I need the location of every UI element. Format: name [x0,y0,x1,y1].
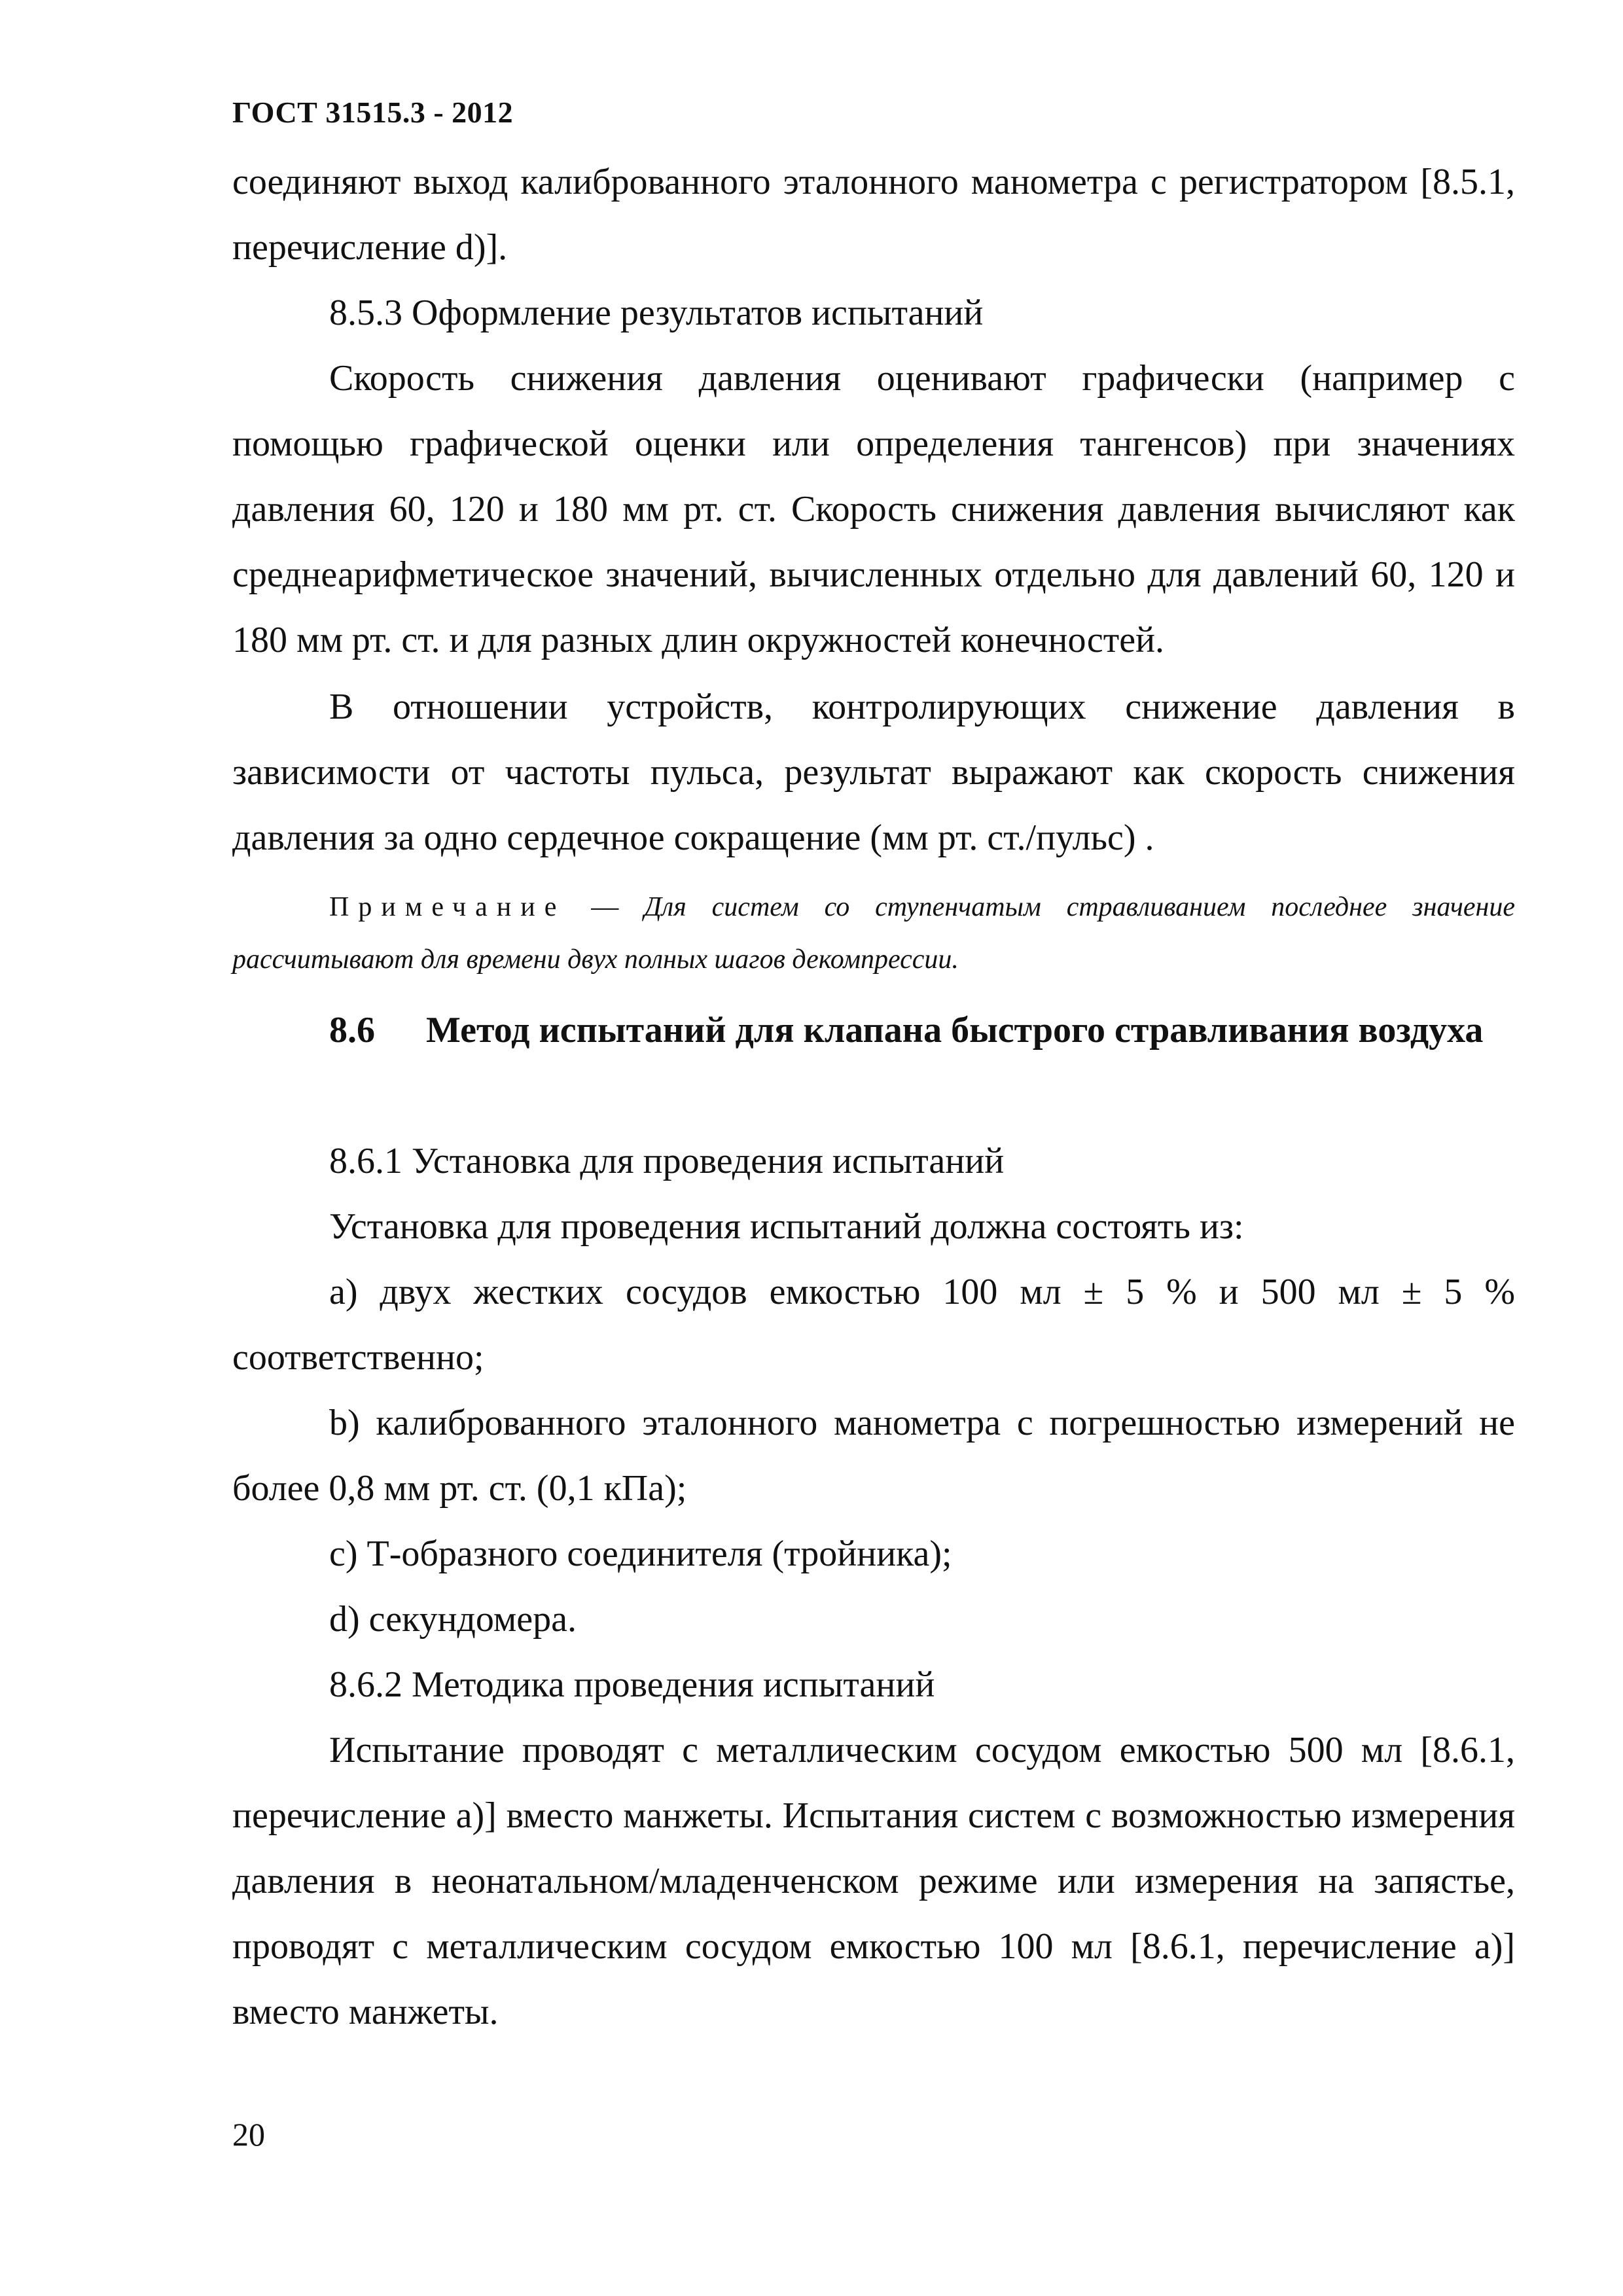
list-item-a: a) двух жестких сосудов емкостью 100 мл ± 5 % и 500 мл ± 5 % соответственно; [232,1272,1515,1378]
subsection-title-8-6-2: 8.6.2 Методика проведения испытаний [329,1664,935,1705]
section-title: Метод испытаний для клапана быстрого стравливания воздуха [426,1010,1484,1050]
paragraph-pressure-rate: Скорость снижения давления оценивают графически (например с помощью графической оценки или определения тангенсов) при значениях давления 60, 120 и 180 мм рт. ст. Скорость снижения давления вычисляют как среднеарифметическое значений, вычисленных отдельно для давлений 60, 120 и 180 мм рт. ст. и для разных длин окружностей конечностей. [232,358,1515,660]
list-item-d: d) секундомера. [329,1599,577,1640]
section-number: 8.6 [329,1010,375,1050]
note-label: Примечание [329,892,566,922]
paragraph-continuation: соединяют выход калиброванного эталонного манометра с регистратором [8.5.1, перечисление d)]. [232,162,1515,268]
note-body: Для систем со ступенчатым стравливанием последнее значение рассчитывают для времени двух полных шагов декомпрессии. [232,892,1516,975]
paragraph-test-procedure: Испытание проводят с металлическим сосудом емкостью 500 мл [8.6.1, перечисление а)] вместо манжеты. Испытания систем с возможностью измерения давления в неонатальном/младенченском режиме или измерения на запястье, проводят с металлическим сосудом емкостью 100 мл [8.6.1, перечисление а)] вместо манжеты. [232,1730,1515,2032]
list-item-c: c) Т-образного соединителя (тройника); [329,1534,952,1574]
note-dash: — [565,892,645,922]
paragraph-pulse-devices: В отношении устройств, контролирующих снижение давления в зависимости от частоты пульса, результат выражают как скорость снижения давления за одно сердечное сокращение (мм рт. ст./пульс) . [232,687,1515,858]
paragraph-setup-intro: Установка для проведения испытаний должна состоять из: [329,1206,1244,1247]
page-number: 20 [232,2116,265,2153]
subsection-title-8-5-3: 8.5.3 Оформление результатов испытаний [329,293,984,333]
list-item-b: b) калиброванного эталонного манометра с погрешностью измерений не более 0,8 мм рт. ст. (0,1 кПа); [232,1403,1515,1509]
document-header: ГОСТ 31515.3 - 2012 [232,96,514,129]
section-heading-8-6 [232,997,1515,1063]
subsection-title-8-6-1: 8.6.1 Установка для проведения испытаний [329,1141,1005,1181]
note-block [232,881,1515,986]
